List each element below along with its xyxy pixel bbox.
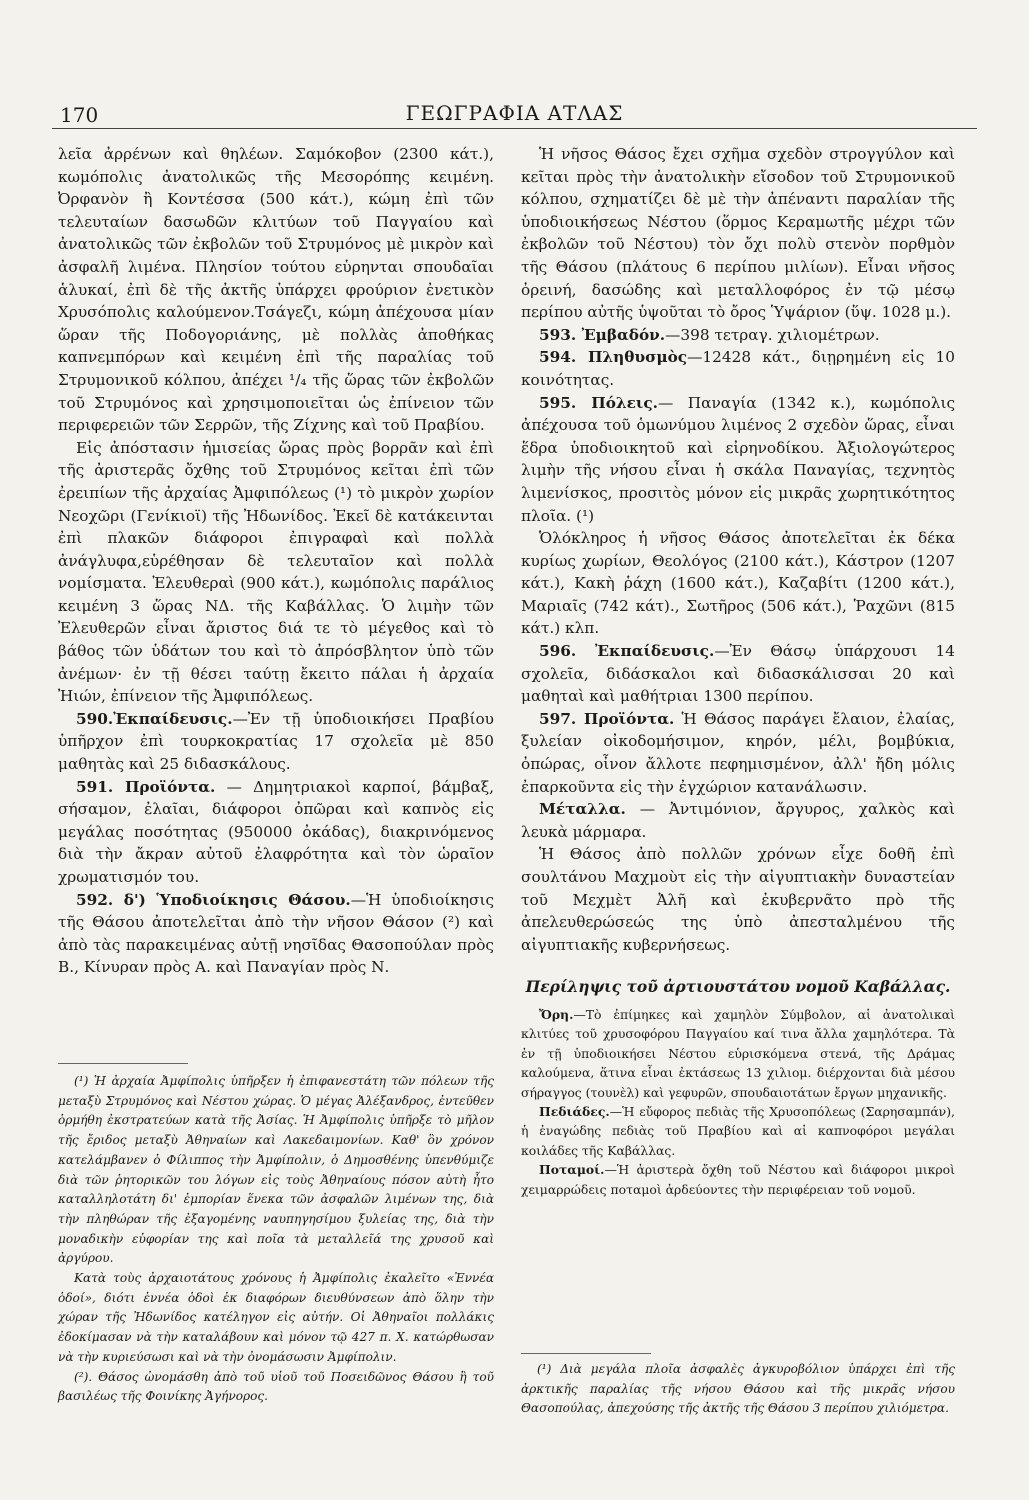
summary-section [521,1005,955,1199]
paragraph [521,392,955,528]
paragraph [521,640,955,708]
paragraph [521,798,955,843]
paragraph [58,708,494,776]
section-text: —Ἡ ὑποδιοίκησις τῆς Θάσου ἀποτελεῖται ἀπὸ τὴν νῆσον Θάσον (²) καὶ ἀπὸ τὰς παρακειμένας αὐτῇ νησῖδας Θασοπούλαν πρὸς Β., Κίνυραν πρὸς Α. καὶ Παναγίαν πρὸς Ν. [58,890,495,977]
footnote: (²). Θάσος ὠνομάσθη ἀπὸ τοῦ υἱοῦ τοῦ Ποσειδῶνος Θάσου ἢ τοῦ βασιλέως τῆς Φοινίκης Ἀγήνορος. [58,1369,494,1404]
footnote: (¹) Ἡ ἀρχαία Ἀμφίπολις ὑπῆρξεν ἡ ἐπιφανεστάτη τῶν πόλεων τῆς μεταξὺ Στρυμόνος καὶ Νέστου χώρας. Ὁ μέγας Ἀλέξανδρος, ἐντεῦθεν ὁρμήθη ἐκστρατεύων κατὰ τῆς Ἀσίας. Ἡ Ἀμφίπολις ὑπῆρξε τὸ μῆλον τῆς ἔριδος μεταξὺ Ἀθηναίων καὶ Λακεδαιμονίων. Καθ' ὃν χρόνον κατελάμβανεν ὁ Φίλιππος τὴν Ἀμφίπολιν, ὁ Δημοσθένης ὑπενθύμιζε διὰ τῶν ῥητορικῶν του λόγων εἰς τοὺς Ἀθηναίους πόσον αὐτὴ ἦτο καταλληλοτάτη δι' ἐμπορίαν ἕνεκα τῶν ἀσφαλῶν λιμένων της, διὰ τὴν πληθώραν τῆς ἐξαγομένης ναυπηγησίμου ξυλείας της, διὰ τὴν μοναδικὴν εὐφορίαν της καὶ ποῖα τὰ μεταλλεῖά της χρυσοῦ καὶ ἀργύρου. [58,1074,494,1266]
section-label: Πεδιάδες. [539,1104,610,1119]
paragraph [58,889,494,979]
header-rule [52,128,977,129]
footnote: (¹) Διὰ μεγάλα πλοῖα ἀσφαλὲς ἀγκυροβόλιον ὑπάρχει ἐπὶ τῆς ἀρκτικῆς παραλίας τῆς νήσου Θάσου καὶ τῆς μικρᾶς νήσου Θασοπούλας, ἀπεχούσης τῆς ἀκτῆς τῆς Θάσου 3 περίπου χιλιόμετρα. [521,1362,955,1416]
section-label: 596. Ἐκπαίδευσις. [539,642,715,661]
section-label: 591. Προϊόντα. [76,777,216,796]
paragraph: λεῖα ἀρρένων καὶ θηλέων. Σαμόκοβον (2300 κάτ.), κωμόπολις ἀνατολικῶς τῆς Μεσορόπης κειμένη. Ὀρφανὸν ἢ Κοντέσσα (500 κάτ.), κώμη ἐπὶ τῶν τελευταίων δασωδῶν κλιτύων τοῦ Παγγαίου καὶ ἀνατολικῶς τῶν ἐκβολῶν τοῦ Στρυμόνος μὲ μικρὸν καὶ ἀσφαλῆ λιμένα. Πλησίον τούτου εὑρηνται σπουδαῖαι ἁλυκαί, ἐπὶ δὲ τῆς ἀκτῆς ὑπάρχει φρούριον ἐνετικὸν Χρυσόπολις καλούμενον.Τσάγεζι, κώμη ἀπέχουσα μίαν ὥραν τῆς Ποδογοριάνης, μὲ πολλὰς ἀποθήκας καπνεμπόρων καὶ κειμένη ἐπὶ τῆς παραλίας τοῦ Στρυμονικοῦ κόλπου, ἀπέχει ¹/₄ τῆς ὥρας τῶν ἐκβολῶν τοῦ Στρυμόνος καὶ χρησιμοποιεῖται ὡς ἐπίνειον τῶν περιφερειῶν τῶν Σερρῶν, τῆς Ζίχνης καὶ τοῦ Πραβίου. [58,145,494,435]
section-label: 594. Πληθυσμὸς [539,348,688,367]
footnote: Κατὰ τοὺς ἀρχαιοτάτους χρόνους ἡ Ἀμφίπολις ἐκαλεῖτο «Ἐννέα ὁδοί», διότι ἐννέα ὁδοὶ ἐκ διαφόρων διευθύνσεων ἀπὸ ὅλην τὴν χώραν τῆς Ἠδωνίδος κατέληγον εἰς αὐτήν. Οἱ Ἀθηναῖοι πολλάκις ἐδοκίμασαν νὰ τὴν καταλάβουν καὶ μόνον τῷ 427 π. Χ. κατώρθωσαν νὰ τὴν κυριεύσωσι καὶ νὰ τὴν ὀνομάσωσιν Ἀμφίπολιν. [58,1271,494,1364]
paragraph [521,708,955,798]
section-text: —Ἡ εὔφορος πεδιὰς τῆς Χρυσοπόλεως (Σαρησαμπάν), ἡ ἐναγώδης πεδιὰς τοῦ Πραβίου καὶ αἱ καπνοφόροι μεγάλαι κοιλάδες τῆς Καβάλλας. [521,1104,955,1158]
section-text: —Τὸ ἐπίμηκες καὶ χαμηλὸν Σύμβολον, αἱ ἀνατολικαὶ κλιτύες τοῦ χρυσοφόρου Παγγαίου καί τινα ἄλλα χαμηλότερα. Τὰ ἐν τῇ ὑποδιοικήσει Νέστου εὑρισκόμενα στενά, τῆς Δράμας καλούμενα, ἅτινα εἶναι ἐκτάσεως 13 χιλιομ. διέρχονται διὰ μέσου σήραγγος (τουνὲλ) καὶ γεφυρῶν, σπουδαιοτάτων ἔργων μηχανικῆς. [521,1006,955,1100]
section-text: —12428 κάτ., διῃρημένη εἰς 10 κοινότητας. [521,348,955,389]
paragraph [521,346,955,391]
paragraph [58,776,494,889]
section-label: 593. Ἐμβαδόν. [539,325,666,344]
paragraph [521,324,955,347]
running-head: ΓΕΩΓΡΑΦΙΑ ΑΤΛΑΣ [405,101,624,125]
section-text: — Ἀντιμόνιον, ἄργυρος, χαλκὸς καὶ λευκὰ μάρμαρα. [521,800,955,841]
paragraph [521,1005,955,1102]
section-text: — Παναγία (1342 κ.), κωμόπολις ἀπέχουσα τοῦ ὁμωνύμου λιμένος 2 σχεδὸν ὥρας, εἶναι ἕδρα ὑποδιοικητοῦ καὶ εἰρηνοδίκου. Ἀξιολογώτερος λιμὴν τῆς νήσου εἶναι ἡ σκάλα Παναγίας, τεχνητὸς λιμενίσκος, προσιτὸς μόνον εἰς μικρᾶς χωρητικότητος πλοῖα. (¹) [521,393,956,525]
section-text: — Δημητριακοὶ καρποί, βάμβαξ, σήσαμον, ἐλαῖαι, διάφοροι ὀπῶραι καὶ καπνὸς εἰς μεγάλας ποσότητας (950000 ὀκάδας), διακρινόμενος διὰ τὴν ἄκραν αὐτοῦ ἐλαφρότητα καὶ τὸν ὡραῖον χρωματισμόν του. [58,777,494,886]
section-text: —Ἐν Θάσῳ ὑπάρχουσι 14 σχολεῖα, διδάσκαλοι καὶ διδασκάλισσαι 20 καὶ μαθηταὶ καὶ μαθήτριαι 1300 περίπου. [521,642,955,706]
right-footnote-rule [521,1353,651,1354]
section-text: —Ἐν τῇ ὑποδιοικήσει Πραβίου ὑπῆρχον ἐπὶ τουρκοκρατίας 17 σχολεῖα μὲ 850 μαθητὰς καὶ 25 διδασκάλους. [58,709,494,774]
section-label: 595. Πόλεις. [539,393,658,412]
section-label: 590.Ἐκπαίδευσις. [76,709,233,728]
right-footnotes [521,1360,955,1419]
paragraph: Ὁλόκληρος ἡ νῆσος Θάσος ἀποτελεῖται ἐκ δέκα κυρίως χωρίων, Θεολόγος (2100 κάτ.), Κάστρον (1207 κάτ.), Κακὴ ῥάχη (1600 κάτ.), Καζαβίτι (1200 κάτ.), Μαριαῖς (742 κάτ)., Σωτῆρος (506 κάτ.), Ῥαχῶνι (815 κάτ.) κλπ. [521,529,955,638]
section-label: 597. Προϊόντα. [539,709,675,728]
section-label: Μέταλλα. [539,800,626,819]
paragraph [521,1160,955,1199]
left-footnotes [58,1072,494,1407]
paragraph: Ἡ νῆσος Θάσος ἔχει σχῆμα σχεδὸν στρογγύλον καὶ κεῖται πρὸς τὴν ἀνατολικὴν εἴσοδον τοῦ Στρυμονικοῦ κόλπου, σχηματίζει δὲ μὲ τὴν ἀπέναντι παραλίαν τῆς ὑποδιοικήσεως Νέστου (ὅρμος Κεραμωτῆς μέχρι τῶν ἐκβολῶν τοῦ Νέστου) τὸν ὄχι πολὺ στενὸν πορθμὸν τῆς Θάσου (πλάτους 6 περίπου μιλίων). Εἶναι νῆσος ὀρεινή, δασώδης καὶ μεταλλοφόρος ἐν τῷ μέσῳ περίπου αὐτῆς ὑψοῦται τὸ ὄρος Ὑψάριον (ὕψ. 1028 μ.). [521,145,955,322]
section-text: —Ἡ ἀριστερὰ ὄχθη τοῦ Νέστου καὶ διάφοροι μικροὶ χειμαρρώδεις ποταμοὶ ἀρδεύοντες τὴν περιφέρειαν τοῦ νομοῦ. [521,1162,955,1197]
section-text: —398 τετραγ. χιλιομέτρων. [665,325,880,344]
paragraph [521,1102,955,1160]
section-text: Ἡ Θάσος παράγει ἔλαιον, ἐλαίας, ξυλείαν οἰκοδομήσιμον, κηρόν, μέλι, βομβύκια, ὀπώρας, οἶνον ἄλλοτε πεφημισμένον, ἀλλ' ἤδη μόλις ἐπαρκοῦντα εἰς τὴν ἐγχώριον κατανάλωσιν. [521,709,955,796]
left-column [58,143,494,979]
left-footnote-rule [58,1063,188,1064]
page-number: 170 [60,103,99,127]
summary-heading: Περίληψις τοῦ ἀρτιουστάτου νομοῦ Καβάλλας. [525,977,951,997]
section-label: Ὄρη. [539,1006,574,1022]
right-column [521,143,955,1199]
paragraph: Εἰς ἀπόστασιν ἡμισείας ὥρας πρὸς βορρᾶν καὶ ἐπὶ τῆς ἀριστερᾶς ὄχθης τοῦ Στρυμόνος κεῖται ἐπὶ τῶν ἐρειπίων τῆς ἀρχαίας Ἀμφιπόλεως (¹) τὸ μικρὸν χωρίον Νεοχῶρι (Γενίκιοϊ) τῆς Ἠδωνίδος. Ἐκεῖ δὲ κατάκεινται ἐπὶ πλακῶν διάφοροι ἐπιγραφαὶ καὶ πολλὰ ἀνάγλυφα,εὑρέθησαν δὲ τελευταῖον καὶ πολλὰ νομίσματα. Ἐλευθεραὶ (900 κάτ.), κωμόπολις παράλιος κειμένη 3 ὥρας ΝΔ. τῆς Καβάλλας. Ὁ λιμὴν τῶν Ἐλευθερῶν εἶναι ἄριστος διά τε τὸ μέγεθος καὶ τὸ βάθος τῶν ὑδάτων του καὶ τὸ ἀπρόσβλητον ὑπὸ τῶν ἀνέμων· ἐν τῇ θέσει ταύτῃ ἔκειτο πάλαι ἡ ἀρχαία Ἠιών, ἐπίνειον τῆς Ἀμφιπόλεως. [58,438,494,706]
section-label: 592. δ') Ὑποδιοίκησις Θάσου. [76,890,351,909]
section-label: Ποταμοί. [539,1162,605,1178]
paragraph: Ἡ Θάσος ἀπὸ πολλῶν χρόνων εἶχε δοθῆ ἐπὶ σουλτάνου Μαχμοὺτ εἰς τὴν αἰγυπτιακὴν δυναστείαν τοῦ Μεχμὲτ Ἀλῆ καὶ ἐκυβερνᾶτο πρὸ τῆς ἀπελευθερώσεώς της ὑπὸ ἀπεσταλμένου τῆς αἰγυπτιακῆς κυβερνήσεως. [521,845,955,954]
